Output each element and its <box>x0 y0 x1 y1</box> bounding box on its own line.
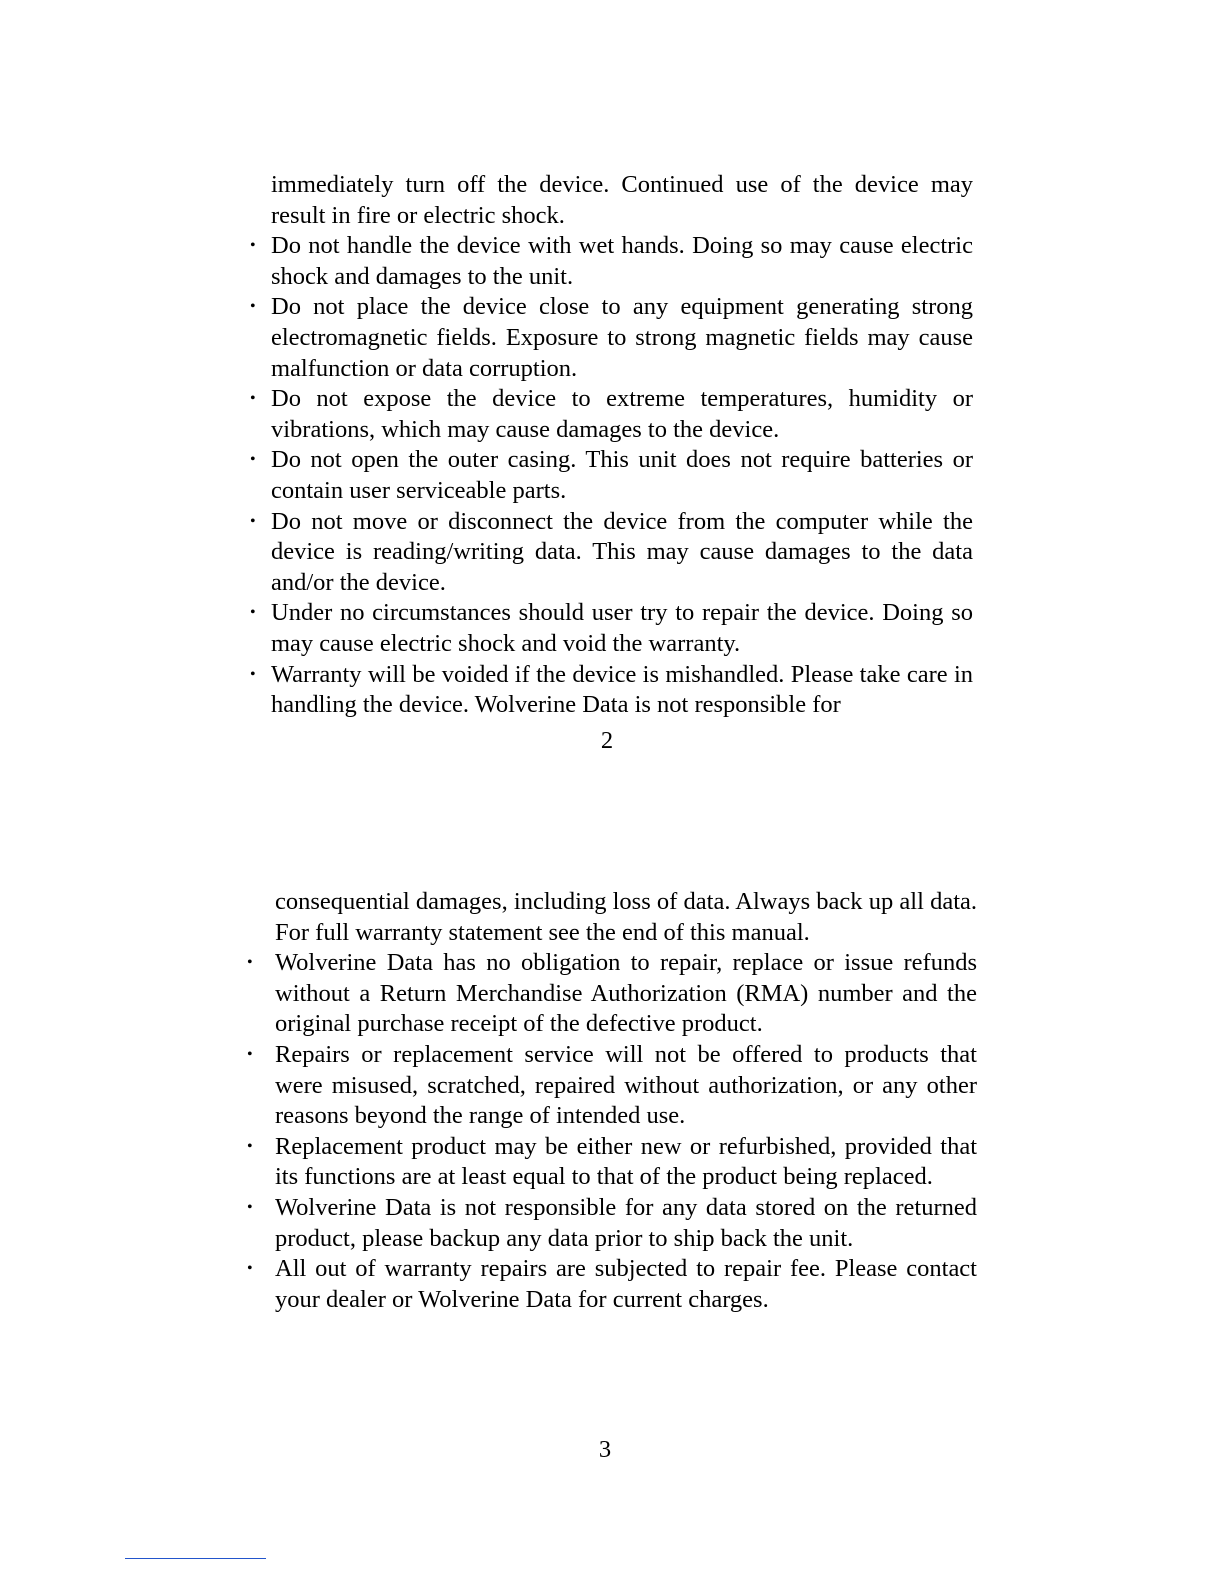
bullet-icon: • <box>247 1137 253 1155</box>
page-3-bullet-list <box>247 948 977 1315</box>
page-2-bullet-list <box>250 231 973 721</box>
bullet-icon: • <box>250 512 256 530</box>
page-3-continuation-text: consequential damages, including loss of data. Always back up all data. For full warranty statement see the end of this manual. <box>275 888 977 946</box>
list-item-text: All out of warranty repairs are subjected to repair fee. Please contact your dealer or Wolverine Data for current charges. <box>275 1255 977 1313</box>
list-item <box>247 1254 977 1315</box>
list-item-text: Wolverine Data has no obligation to repair, replace or issue refunds without a Return Merchandise Authorization (RMA) number and the original purchase receipt of the defective product. <box>275 949 977 1038</box>
list-item-text: Under no circumstances should user try to repair the device. Doing so may cause electric shock and void the warranty. <box>271 599 973 657</box>
bullet-icon: • <box>247 1045 253 1063</box>
list-item <box>247 1193 977 1254</box>
list-item-text: Wolverine Data is not responsible for any data stored on the returned product, please backup any data prior to ship back the unit. <box>275 1193 977 1252</box>
bullet-icon: • <box>247 1260 253 1278</box>
bullet-icon: • <box>250 665 256 683</box>
list-item <box>250 445 973 506</box>
bullet-icon: • <box>250 390 256 408</box>
bullet-icon: • <box>250 237 256 255</box>
list-item-text: Do not expose the device to extreme temperatures, humidity or vibrations, which may cause damages to the device. <box>271 385 973 443</box>
list-item <box>247 948 977 1040</box>
list-item-text: Do not open the outer casing. This unit does not require batteries or contain user serviceable parts. <box>271 446 973 504</box>
bullet-icon: • <box>247 1198 253 1216</box>
page-number: 2 <box>600 727 614 754</box>
bullet-icon: • <box>250 604 256 622</box>
list-item <box>247 1040 977 1132</box>
list-item <box>250 507 973 599</box>
footnote-rule <box>125 1558 266 1559</box>
list-item <box>250 598 973 659</box>
list-item-text: Do not move or disconnect the device from the computer while the device is reading/writing data. This may cause damages to the data and/or the device. <box>271 507 973 596</box>
list-item-text: Repairs or replacement service will not be offered to products that were misused, scratched, repaired without authorization, or any other reasons beyond the range of intended use. <box>275 1040 977 1130</box>
page-number: 3 <box>598 1436 612 1463</box>
list-item <box>250 384 973 445</box>
list-item <box>250 231 973 292</box>
page-3-content <box>247 887 977 1315</box>
list-item <box>250 660 973 721</box>
list-item-text: Warranty will be voided if the device is mishandled. Please take care in handling the device. Wolverine Data is not responsible for <box>271 660 973 719</box>
list-item-text: Do not place the device close to any equipment generating strong electromagnetic fields. Exposure to strong magnetic fields may cause malfunction or data corruption. <box>271 293 973 382</box>
list-item-text: Replacement product may be either new or refurbished, provided that its functions are at least equal to that of the product being replaced. <box>275 1132 977 1191</box>
list-item <box>247 1132 977 1193</box>
page-2-continuation-text: immediately turn off the device. Continued use of the device may result in fire or electric shock. <box>271 171 973 229</box>
page-2-content <box>250 170 973 721</box>
bullet-icon: • <box>250 298 256 316</box>
bullet-icon: • <box>250 451 256 469</box>
list-item-text: Do not handle the device with wet hands. Doing so may cause electric shock and damages to the unit. <box>271 232 973 290</box>
list-item <box>250 292 973 384</box>
bullet-icon: • <box>247 954 253 972</box>
